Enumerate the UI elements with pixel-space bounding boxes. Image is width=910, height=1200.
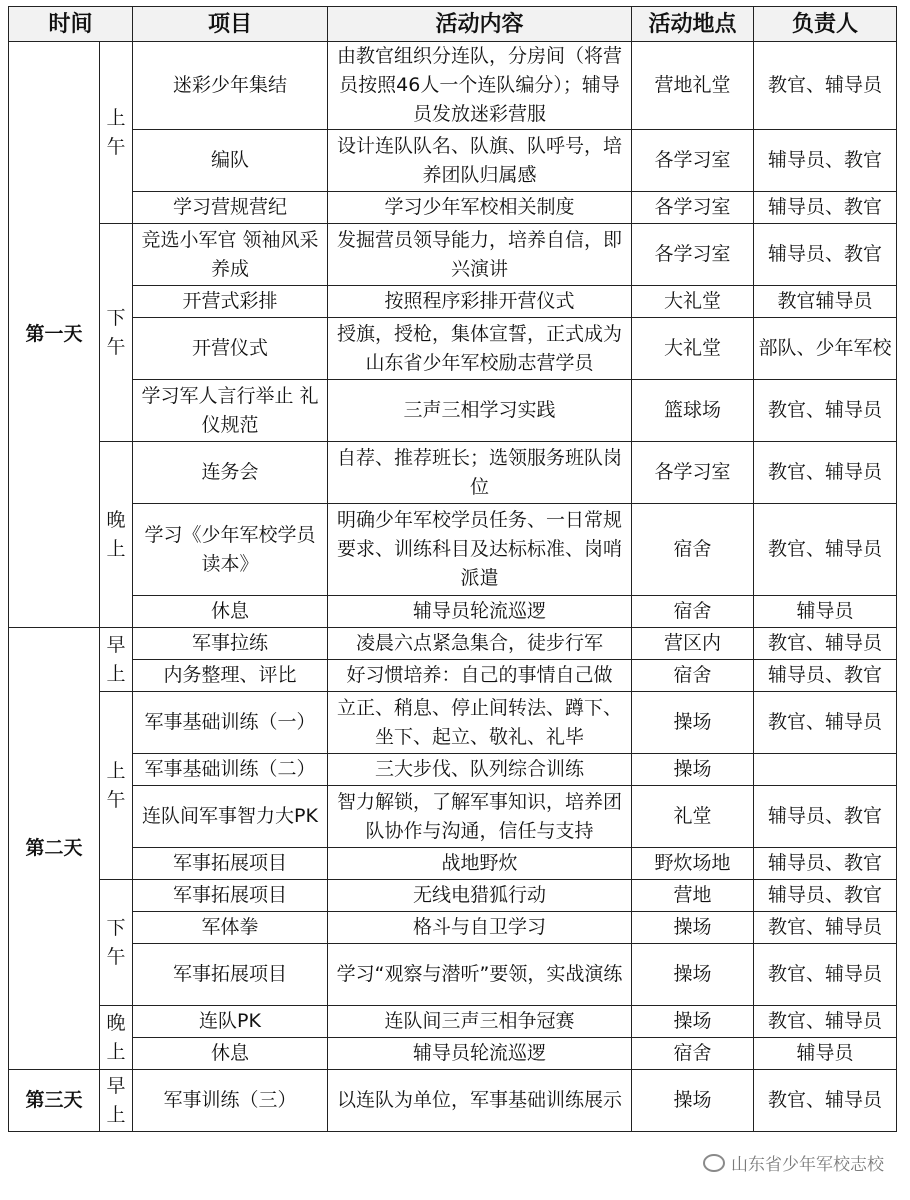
location-cell: 操场 <box>632 1006 754 1038</box>
item-cell: 军体拳 <box>133 912 328 944</box>
person-cell: 教官、辅导员 <box>754 944 897 1006</box>
content-cell: 授旗，授枪，集体宣誓，正式成为山东省少年军校励志营学员 <box>328 318 632 380</box>
content-cell: 无线电猎狐行动 <box>328 880 632 912</box>
person-cell: 教官、辅导员 <box>754 504 897 596</box>
item-cell: 学习《少年军校学员读本》 <box>133 504 328 596</box>
location-cell: 各学习室 <box>632 224 754 286</box>
person-cell: 辅导员、教官 <box>754 880 897 912</box>
person-cell: 辅导员、教官 <box>754 192 897 224</box>
item-cell: 军事拓展项目 <box>133 848 328 880</box>
header-person: 负责人 <box>754 7 897 42</box>
person-cell: 辅导员 <box>754 1038 897 1070</box>
location-cell: 各学习室 <box>632 442 754 504</box>
location-cell: 操场 <box>632 944 754 1006</box>
person-cell: 辅导员、教官 <box>754 848 897 880</box>
content-cell: 好习惯培养：自己的事情自己做 <box>328 660 632 692</box>
content-cell: 三大步伐、队列综合训练 <box>328 754 632 786</box>
day-label-2: 第二天 <box>9 628 100 1070</box>
person-cell: 辅导员、教官 <box>754 224 897 286</box>
person-cell: 教官、辅导员 <box>754 628 897 660</box>
period-label: 上午 <box>100 42 133 224</box>
person-cell: 辅导员、教官 <box>754 660 897 692</box>
table-row <box>9 1070 897 1132</box>
location-cell: 操场 <box>632 1070 754 1132</box>
content-cell: 学习少年军校相关制度 <box>328 192 632 224</box>
content-cell: 以连队为单位，军事基础训练展示 <box>328 1070 632 1132</box>
header-row <box>9 7 897 42</box>
item-cell: 连务会 <box>133 442 328 504</box>
location-cell: 营地 <box>632 880 754 912</box>
table-row <box>9 692 897 754</box>
content-cell: 立正、稍息、停止间转法、蹲下、坐下、起立、敬礼、礼毕 <box>328 692 632 754</box>
period-label: 下午 <box>100 880 133 1006</box>
person-cell: 教官辅导员 <box>754 286 897 318</box>
item-cell: 开营式彩排 <box>133 286 328 318</box>
period-label: 晚上 <box>100 442 133 628</box>
item-cell: 休息 <box>133 1038 328 1070</box>
table-row <box>9 848 897 880</box>
content-cell: 发掘营员领导能力，培养自信，即兴演讲 <box>328 224 632 286</box>
location-cell: 营地礼堂 <box>632 42 754 130</box>
location-cell: 各学习室 <box>632 192 754 224</box>
content-cell: 凌晨六点紧急集合，徒步行军 <box>328 628 632 660</box>
location-cell: 宿舍 <box>632 596 754 628</box>
content-cell: 自荐、推荐班长；选领服务班队岗位 <box>328 442 632 504</box>
table-row <box>9 286 897 318</box>
item-cell: 内务整理、评比 <box>133 660 328 692</box>
person-cell: 教官、辅导员 <box>754 912 897 944</box>
item-cell: 军事拓展项目 <box>133 944 328 1006</box>
content-cell: 学习“观察与潜听”要领，实战演练 <box>328 944 632 1006</box>
table-row <box>9 880 897 912</box>
header-location: 活动地点 <box>632 7 754 42</box>
item-cell: 连队间军事智力大PK <box>133 786 328 848</box>
person-cell: 教官、辅导员 <box>754 442 897 504</box>
table-row <box>9 224 897 286</box>
header-content: 活动内容 <box>328 7 632 42</box>
person-cell <box>754 754 897 786</box>
content-cell: 设计连队队名、队旗、队呼号，培养团队归属感 <box>328 130 632 192</box>
table-row <box>9 130 897 192</box>
person-cell: 教官、辅导员 <box>754 1070 897 1132</box>
item-cell: 连队PK <box>133 1006 328 1038</box>
day-label-1: 第一天 <box>9 42 100 628</box>
table-row <box>9 1006 897 1038</box>
location-cell: 宿舍 <box>632 504 754 596</box>
table-row <box>9 442 897 504</box>
period-label: 早上 <box>100 628 133 692</box>
table-row <box>9 944 897 1006</box>
person-cell: 辅导员 <box>754 596 897 628</box>
content-cell: 格斗与自卫学习 <box>328 912 632 944</box>
item-cell: 编队 <box>133 130 328 192</box>
table-row <box>9 318 897 380</box>
period-label: 晚上 <box>100 1006 133 1070</box>
watermark <box>703 1150 884 1175</box>
table-row <box>9 628 897 660</box>
table-row <box>9 912 897 944</box>
content-cell: 连队间三声三相争冠赛 <box>328 1006 632 1038</box>
location-cell: 篮球场 <box>632 380 754 442</box>
table-row <box>9 504 897 596</box>
item-cell: 学习营规营纪 <box>133 192 328 224</box>
item-cell: 开营仪式 <box>133 318 328 380</box>
location-cell: 操场 <box>632 754 754 786</box>
content-cell: 三声三相学习实践 <box>328 380 632 442</box>
person-cell: 辅导员、教官 <box>754 130 897 192</box>
watermark-text: 山东省少年军校志校 <box>731 1155 884 1175</box>
table-row <box>9 754 897 786</box>
location-cell: 宿舍 <box>632 1038 754 1070</box>
header-item: 项目 <box>133 7 328 42</box>
wechat-icon <box>703 1154 725 1172</box>
location-cell: 大礼堂 <box>632 286 754 318</box>
item-cell: 军事基础训练（一） <box>133 692 328 754</box>
table-row <box>9 596 897 628</box>
person-cell: 教官、辅导员 <box>754 42 897 130</box>
item-cell: 军事拓展项目 <box>133 880 328 912</box>
content-cell: 由教官组织分连队，分房间（将营员按照46人一个连队编分）；辅导员发放迷彩营服 <box>328 42 632 130</box>
item-cell: 军事基础训练（二） <box>133 754 328 786</box>
table-row <box>9 786 897 848</box>
period-label: 下午 <box>100 224 133 442</box>
period-label: 上午 <box>100 692 133 880</box>
person-cell: 教官、辅导员 <box>754 692 897 754</box>
location-cell: 宿舍 <box>632 660 754 692</box>
content-cell: 辅导员轮流巡逻 <box>328 1038 632 1070</box>
item-cell: 军事拉练 <box>133 628 328 660</box>
table-row <box>9 660 897 692</box>
content-cell: 明确少年军校学员任务、一日常规要求、训练科目及达标标准、岗哨派遣 <box>328 504 632 596</box>
item-cell: 休息 <box>133 596 328 628</box>
item-cell: 竞选小军官 领袖风采养成 <box>133 224 328 286</box>
header-time: 时间 <box>9 7 133 42</box>
item-cell: 军事训练（三） <box>133 1070 328 1132</box>
location-cell: 各学习室 <box>632 130 754 192</box>
person-cell: 部队、少年军校 <box>754 318 897 380</box>
person-cell: 教官、辅导员 <box>754 380 897 442</box>
table-row <box>9 192 897 224</box>
content-cell: 按照程序彩排开营仪式 <box>328 286 632 318</box>
location-cell: 野炊场地 <box>632 848 754 880</box>
location-cell: 营区内 <box>632 628 754 660</box>
person-cell: 教官、辅导员 <box>754 1006 897 1038</box>
location-cell: 礼堂 <box>632 786 754 848</box>
content-cell: 智力解锁，了解军事知识，培养团队协作与沟通，信任与支持 <box>328 786 632 848</box>
location-cell: 操场 <box>632 692 754 754</box>
table-row <box>9 42 897 130</box>
location-cell: 大礼堂 <box>632 318 754 380</box>
period-label: 早上 <box>100 1070 133 1132</box>
item-cell: 学习军人言行举止 礼仪规范 <box>133 380 328 442</box>
day-label-3: 第三天 <box>9 1070 100 1132</box>
content-cell: 辅导员轮流巡逻 <box>328 596 632 628</box>
schedule-table <box>8 6 897 1132</box>
table-row <box>9 1038 897 1070</box>
table-row <box>9 380 897 442</box>
content-cell: 战地野炊 <box>328 848 632 880</box>
item-cell: 迷彩少年集结 <box>133 42 328 130</box>
person-cell: 辅导员、教官 <box>754 786 897 848</box>
location-cell: 操场 <box>632 912 754 944</box>
